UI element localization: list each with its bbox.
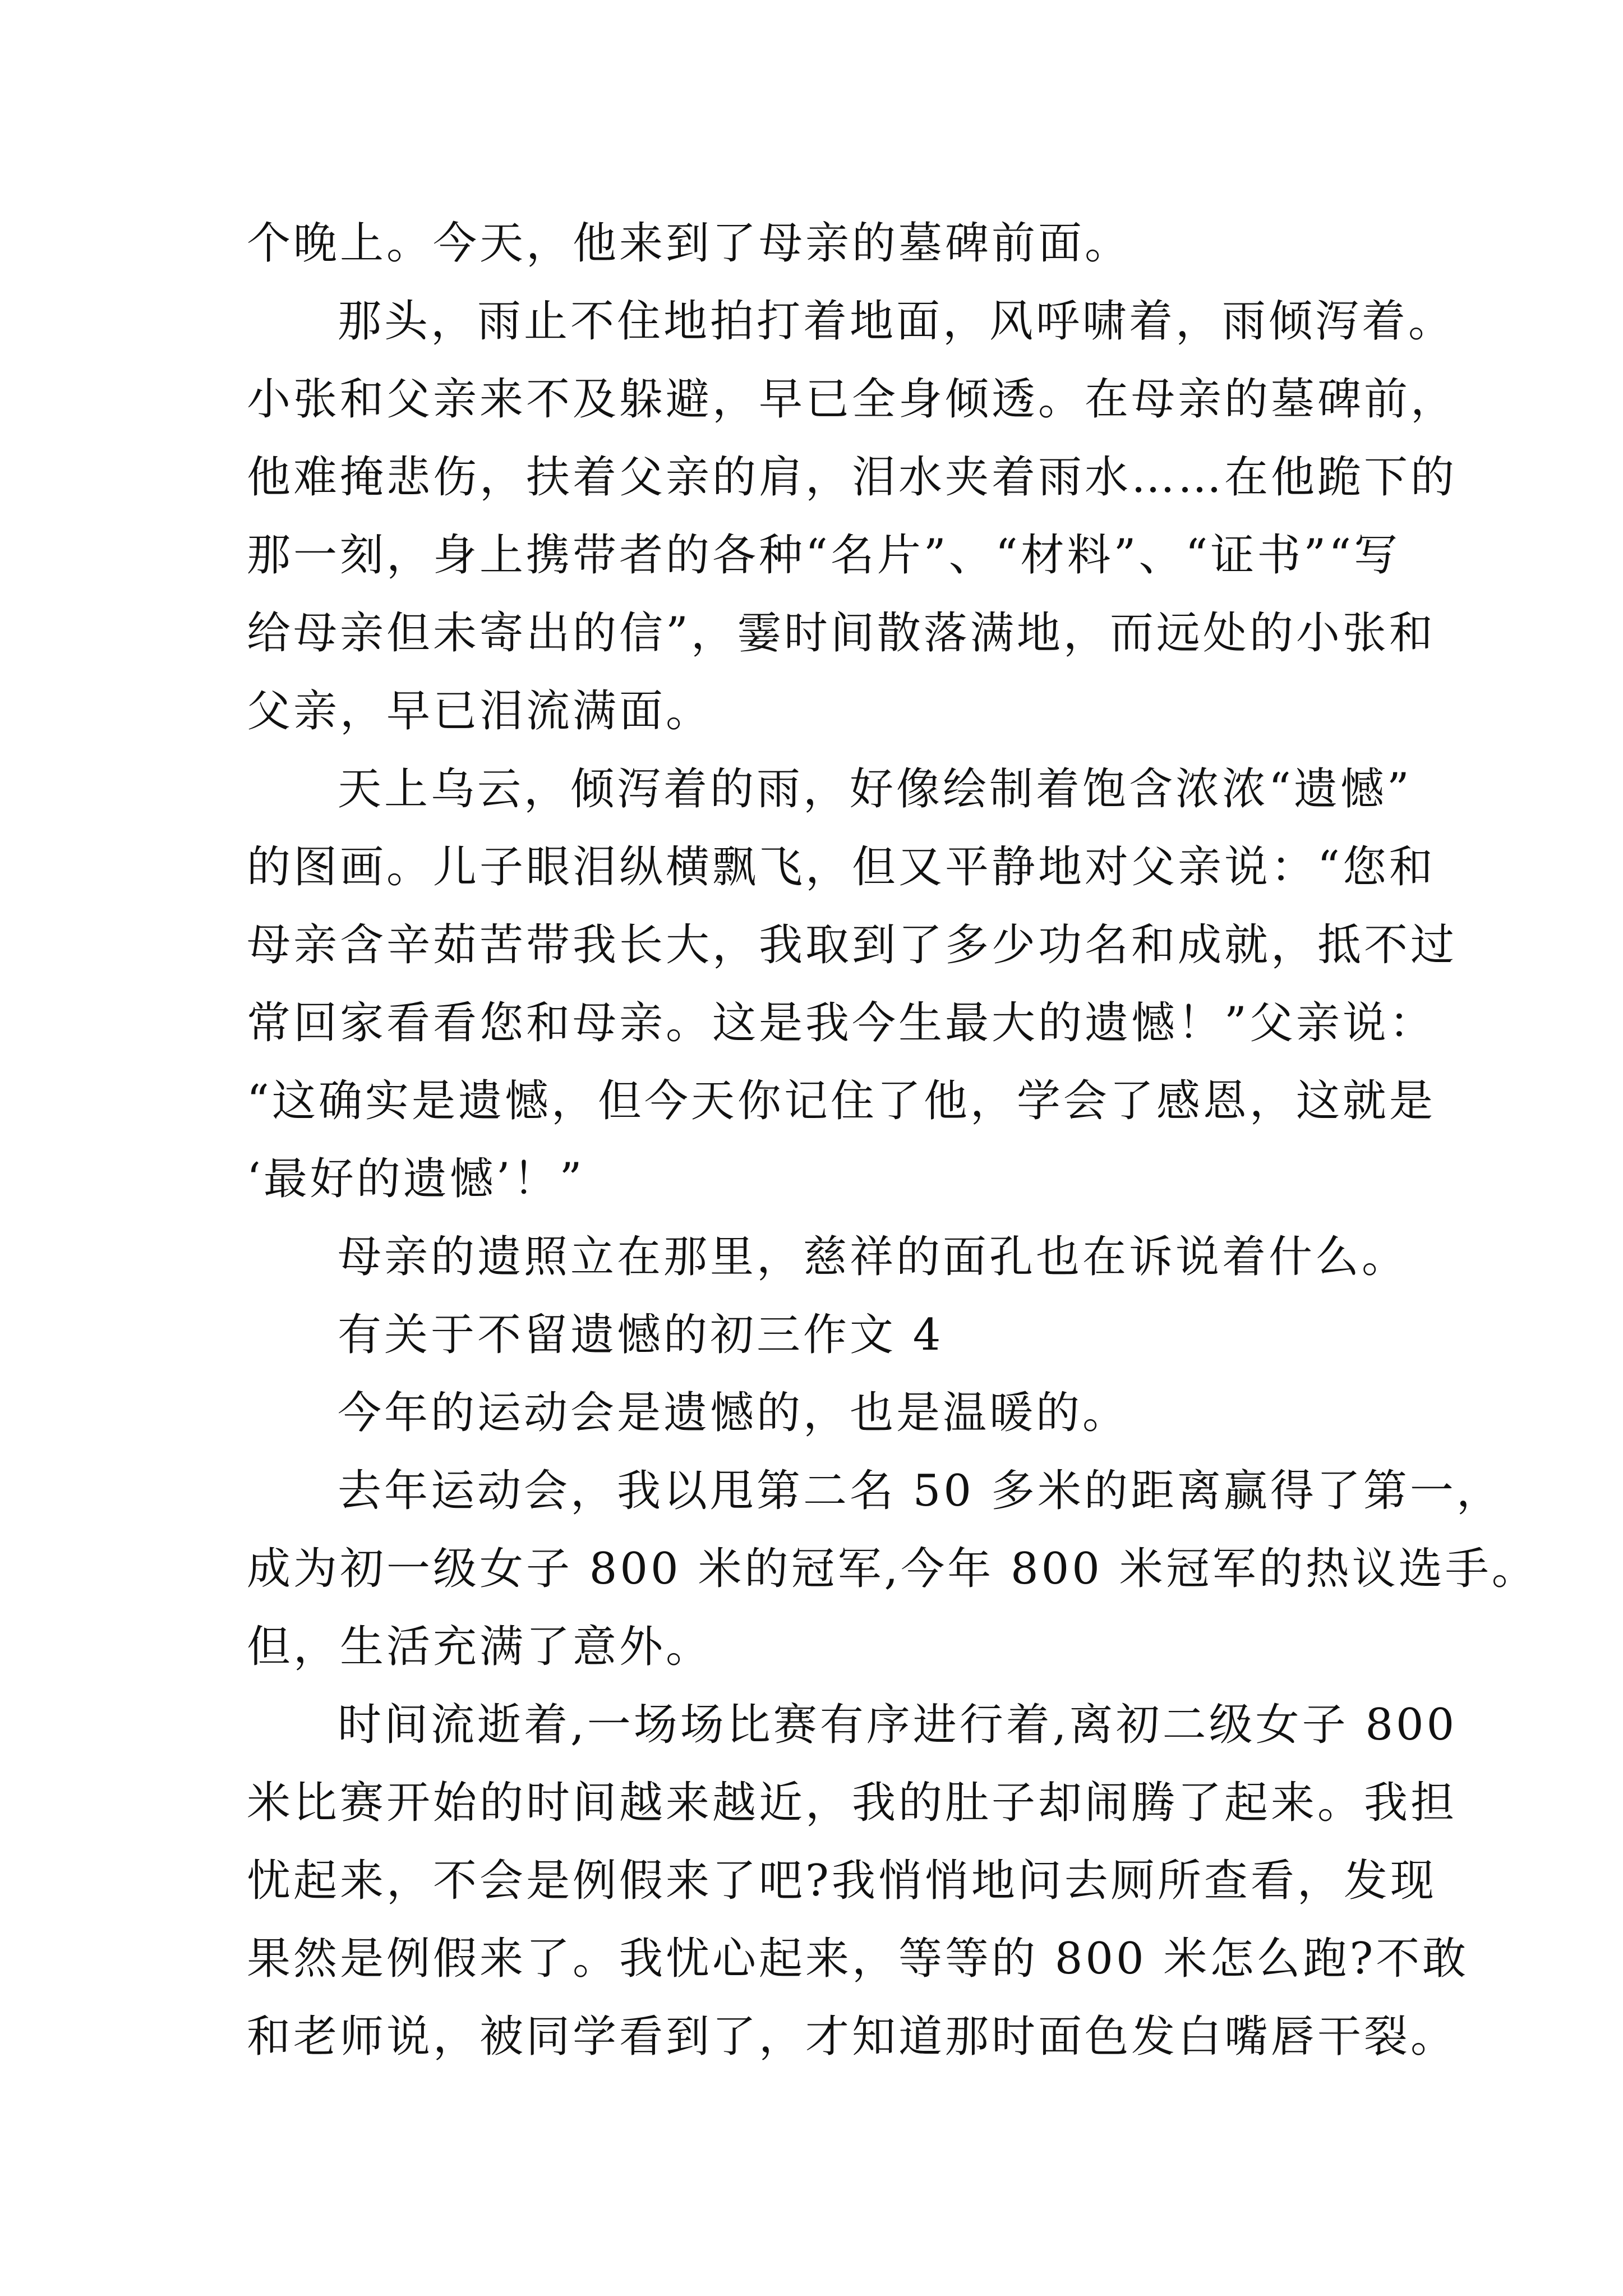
text-line: 个晚上。今天，他来到了母亲的墓碑前面。 — [247, 218, 1132, 269]
text-line: 忧起来，不会是例假来了吧?我悄悄地问去厕所查看，发现 — [247, 1856, 1437, 1906]
text-line: 但，生活充满了意外。 — [247, 1622, 713, 1672]
text-line: ‘最好的遗憾’！” — [247, 1154, 585, 1204]
text-line: 和老师说，被同学看到了，才知道那时面色发白嘴唇干裂。 — [247, 2012, 1458, 2062]
text-line: “这确实是遗憾，但今天你记住了他，学会了感恩，这就是 — [247, 1076, 1436, 1126]
paragraph-start-line: 今年的运动会是遗憾的，也是温暖的。 — [338, 1388, 1129, 1438]
text-line: 的图画。儿子眼泪纵横飘飞，但又平静地对父亲说：“您和 — [247, 842, 1436, 892]
text-line: 米比赛开始的时间越来越近，我的肚子却闹腾了起来。我担 — [247, 1778, 1458, 1828]
text-line: 父亲，早已泪流满面。 — [247, 686, 713, 737]
paragraph-start-line: 那头，雨止不住地拍打着地面，风呼啸着，雨倾泻着。 — [338, 296, 1455, 347]
essay-body — [247, 205, 1538, 2076]
text-line: 那一刻，身上携带者的各种“名片”、“材料”、“证书”“写 — [247, 530, 1401, 581]
text-line: 他难掩悲伤，扶着父亲的肩，泪水夹着雨水……在他跪下的 — [247, 452, 1458, 503]
text-line: 成为初一级女子 800 米的冠军,今年 800 米冠军的热议选手。 — [247, 1544, 1538, 1594]
section-heading: 有关于不留遗憾的初三作文 4 — [338, 1310, 944, 1360]
paragraph-start-line: 天上乌云，倾泻着的雨，好像绘制着饱含浓浓“遗憾” — [338, 764, 1412, 815]
text-line: 小张和父亲来不及躲避，早已全身倾透。在母亲的墓碑前， — [247, 374, 1458, 425]
paragraph-start-line: 母亲的遗照立在那里，慈祥的面孔也在诉说着什么。 — [338, 1232, 1409, 1282]
text-line: 果然是例假来了。我忧心起来，等等的 800 米怎么跑?不敢 — [247, 1934, 1469, 1984]
paragraph-start-line: 去年运动会，我以甩第二名 50 多米的距离赢得了第一， — [338, 1466, 1503, 1516]
text-line: 常回家看看您和母亲。这是我今生最大的遗憾！”父亲说： — [247, 998, 1436, 1048]
text-line: 母亲含辛茹苦带我长大，我取到了多少功名和成就，抵不过 — [247, 920, 1458, 970]
text-line: 给母亲但未寄出的信”，霎时间散落满地，而远处的小张和 — [247, 608, 1436, 659]
paragraph-start-line: 时间流逝着,一场场比赛有序进行着,离初二级女子 800 — [338, 1700, 1458, 1750]
